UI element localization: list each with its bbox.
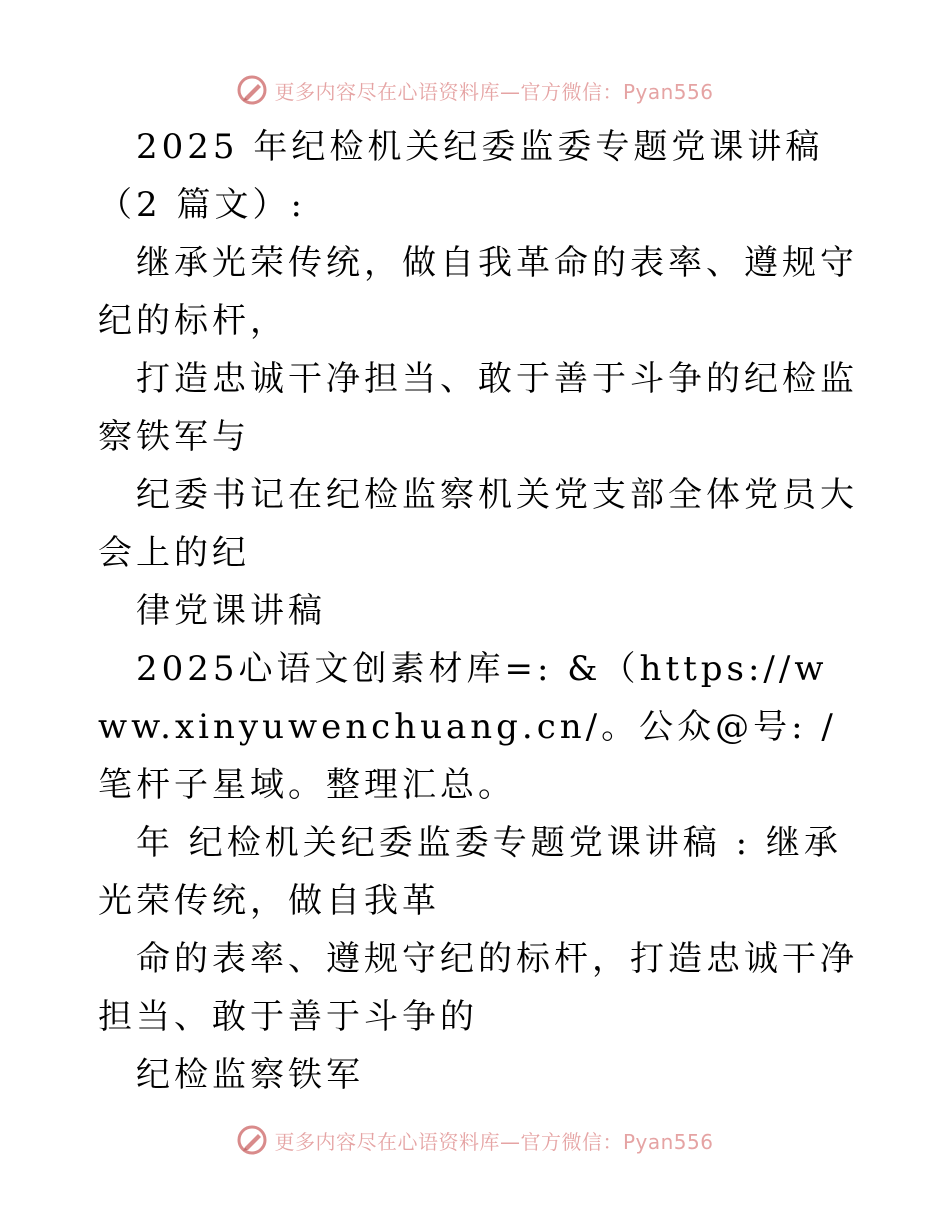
header-banner [0, 70, 950, 110]
body-paragraph: 命的表率、遵规守纪的标杆，打造忠诚干净担当、敢于善于斗争的 [98, 939, 858, 1037]
document-body [98, 118, 858, 1104]
footer-banner [0, 1120, 950, 1160]
body-paragraph: 律党课讲稿 [136, 591, 326, 631]
body-paragraph: 打造忠诚干净担当、敢于善于斗争的纪检监察铁军与 [98, 359, 858, 457]
body-paragraph: 继承光荣传统，做自我革命的表率、遵规守纪的标杆， [98, 243, 858, 341]
body-paragraph: 纪检监察铁军 [136, 1055, 364, 1095]
header-banner-text: 更多内容尽在心语资料库—官方微信：Pyan556 [274, 79, 714, 104]
pen-seal-logo-icon [236, 74, 268, 106]
body-paragraph: 纪委书记在纪检监察机关党支部全体党员大会上的纪 [98, 475, 858, 573]
source-note-paragraph: 2025心语文创素材库=: &（https://www.xinyuwenchuang.cn/。公众@号: /笔杆子星域。整理汇总。 [98, 649, 837, 805]
document-title: 2025 年纪检机关纪委监委专题党课讲稿（2 篇文）: [98, 127, 824, 225]
pen-seal-logo-icon [236, 1124, 268, 1156]
body-paragraph: 年 纪检机关纪委监委专题党课讲稿 : 继承光荣传统，做自我革 [98, 823, 842, 921]
footer-banner-text: 更多内容尽在心语资料库—官方微信：Pyan556 [274, 1129, 714, 1154]
